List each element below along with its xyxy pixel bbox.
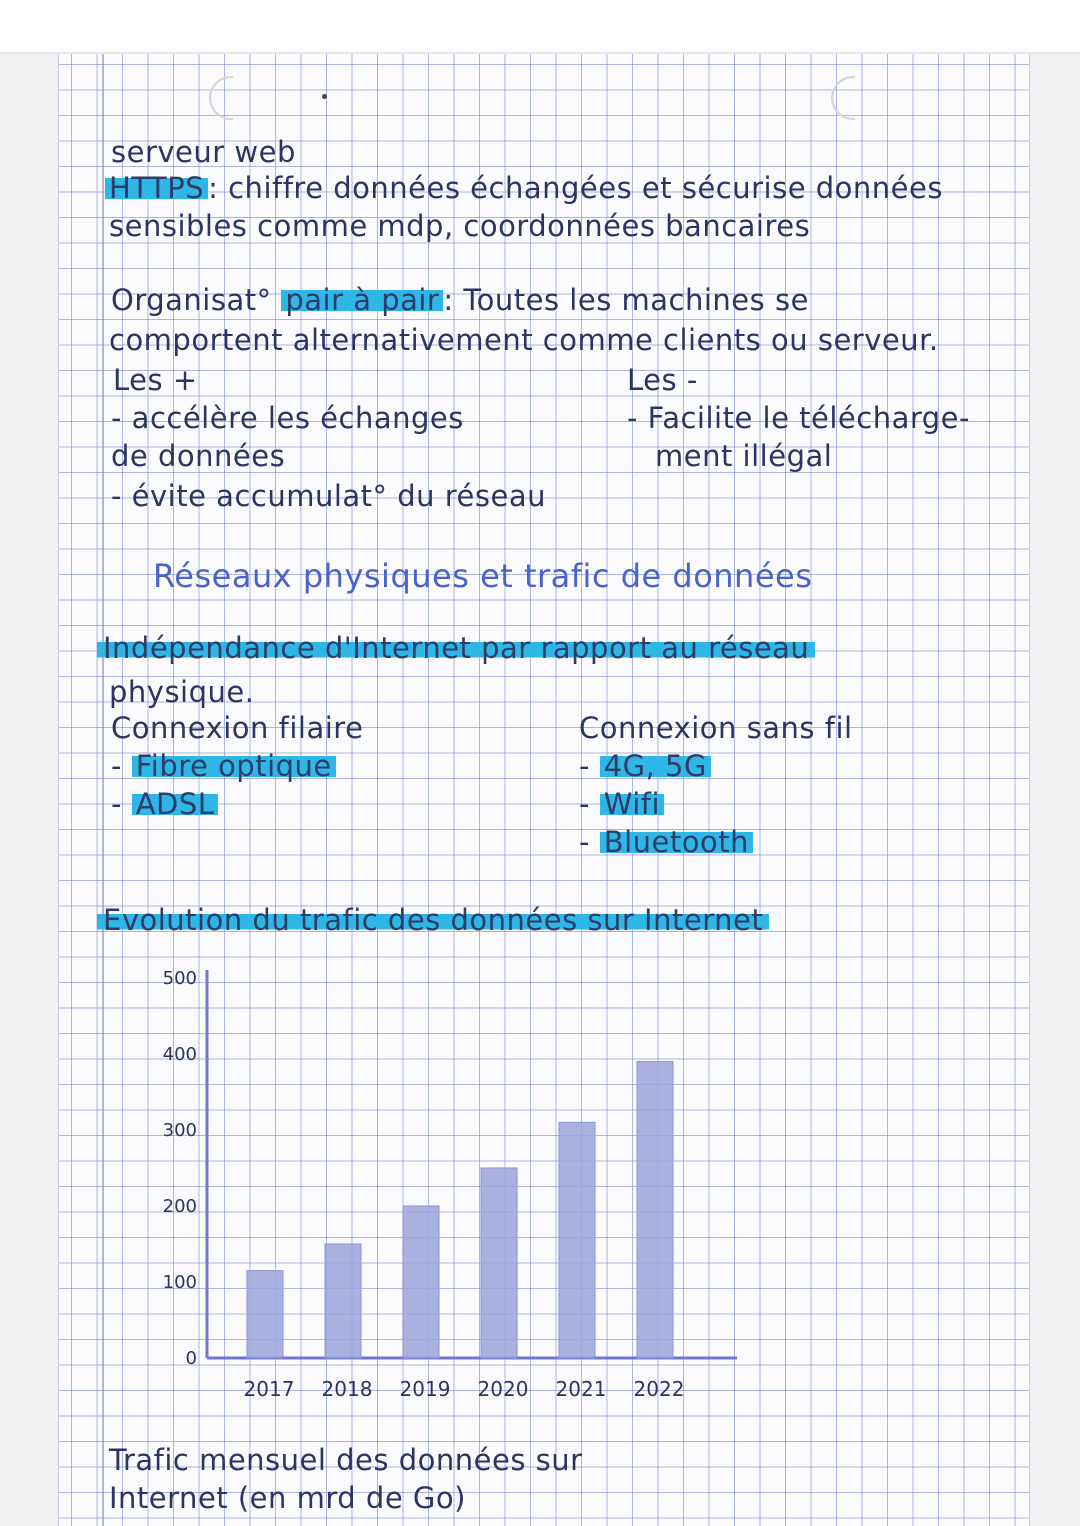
ink-dot xyxy=(322,94,327,99)
x-tick-label: 2019 xyxy=(399,1377,451,1401)
cons-title: Les - xyxy=(627,363,698,397)
margin-line xyxy=(102,54,104,1526)
bar xyxy=(403,1206,439,1358)
bar xyxy=(325,1244,361,1358)
independence-title xyxy=(97,631,815,665)
wireless-title: Connexion sans fil xyxy=(579,711,853,745)
con-item-1: - Facilite le télécharge- xyxy=(627,401,970,435)
wireless-item-3-highlight: Bluetooth xyxy=(600,825,753,859)
bar xyxy=(559,1122,595,1358)
wired-item-2-highlight: ADSL xyxy=(132,787,219,821)
bar xyxy=(481,1168,517,1358)
evolution-title xyxy=(97,903,769,937)
https-text: : chiffre données échangées et sécurise données xyxy=(208,171,943,205)
note-https xyxy=(105,171,943,205)
notebook-page xyxy=(58,54,1030,1526)
pro-item-1-cont: de données xyxy=(111,439,286,473)
traffic-bar-chart xyxy=(119,954,759,1424)
independence-line2: physique. xyxy=(109,675,255,709)
wired-title: Connexion filaire xyxy=(111,711,364,745)
x-tick-label: 2020 xyxy=(477,1377,529,1401)
x-tick-label: 2018 xyxy=(321,1377,373,1401)
note-web-server: serveur web xyxy=(111,135,296,169)
binder-hole-right xyxy=(831,76,855,120)
wireless-item-2-highlight: Wifi xyxy=(600,787,664,821)
y-tick-label: 0 xyxy=(185,1348,197,1369)
y-tick-label: 500 xyxy=(162,968,197,989)
chart-caption-line2: Internet (en mrd de Go) xyxy=(109,1481,466,1515)
chart-caption-line1: Trafic mensuel des données sur xyxy=(109,1443,583,1477)
independence-highlight: Indépendance d'Internet par rapport au réseau xyxy=(97,631,815,665)
binder-hole-left xyxy=(209,76,233,120)
viewer-top-bar xyxy=(0,0,1080,52)
x-tick-label: 2017 xyxy=(243,1377,295,1401)
wireless-item-1: - 4G, 5G xyxy=(579,752,711,781)
note-https-line2: sensibles comme mdp, coordonnées bancaires xyxy=(109,209,811,243)
wired-item-1-highlight: Fibre optique xyxy=(132,749,336,783)
bar xyxy=(637,1062,673,1358)
y-tick-label: 400 xyxy=(162,1044,197,1065)
note-p2p-line2: comportent alternativement comme clients ou serveur. xyxy=(109,323,939,357)
x-tick-label: 2021 xyxy=(555,1377,607,1401)
evolution-highlight: Evolution du trafic des données sur Internet xyxy=(97,903,769,937)
pro-item-2: - évite accumulat° du réseau xyxy=(111,479,546,513)
bar xyxy=(247,1271,283,1358)
x-tick-label: 2022 xyxy=(633,1377,685,1401)
y-tick-label: 100 xyxy=(162,1272,197,1293)
wireless-item-3: - Bluetooth xyxy=(579,828,753,857)
pros-title: Les + xyxy=(113,363,198,397)
p2p-text: : Toutes les machines se xyxy=(443,283,809,317)
con-item-1-cont: ment illégal xyxy=(655,439,833,473)
p2p-prefix: Organisat° xyxy=(111,283,272,317)
p2p-highlight: pair à pair xyxy=(281,283,443,317)
y-tick-label: 200 xyxy=(162,1196,197,1217)
wireless-item-1-highlight: 4G, 5G xyxy=(600,749,711,783)
wired-item-1: - Fibre optique xyxy=(111,752,336,781)
https-highlight: HTTPS xyxy=(105,171,208,205)
wireless-item-2: - Wifi xyxy=(579,790,664,819)
y-tick-label: 300 xyxy=(162,1120,197,1141)
note-p2p xyxy=(111,283,809,317)
wired-item-2: - ADSL xyxy=(111,790,218,819)
section-title: Réseaux physiques et trafic de données xyxy=(153,557,813,595)
pro-item-1: - accélère les échanges xyxy=(111,401,464,435)
